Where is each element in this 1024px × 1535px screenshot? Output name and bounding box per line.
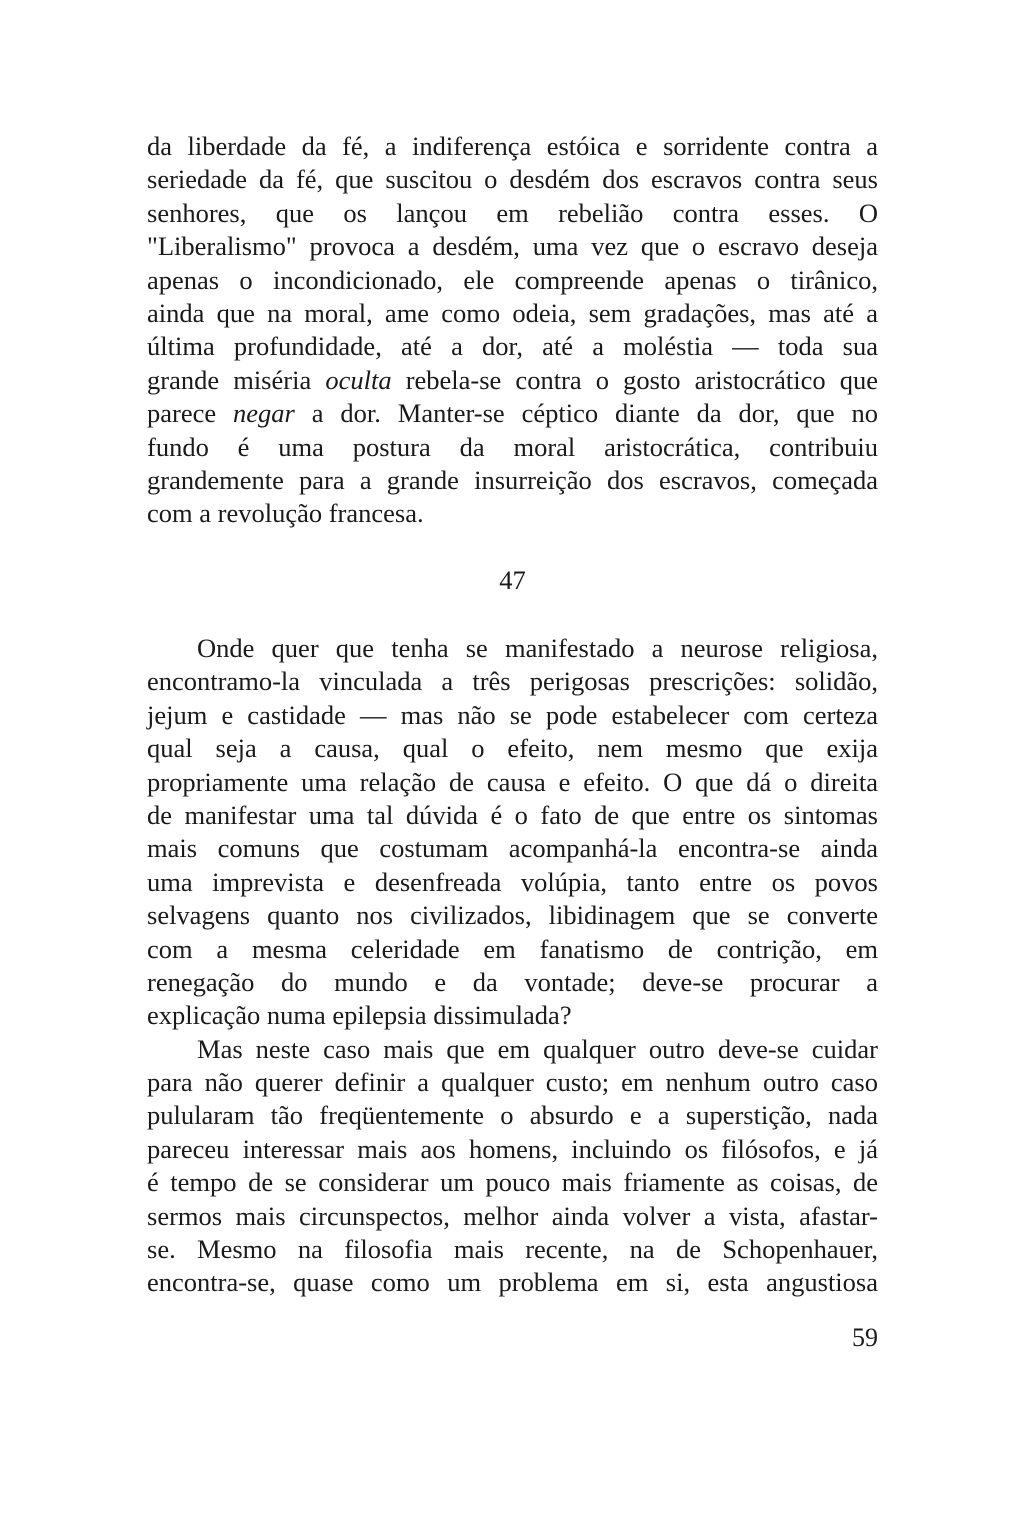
text-line: última profundidade, até a dor, até a moléstia — toda sua [147,331,878,362]
text-line: ainda que na moral, ame como odeia, sem gradações, mas até a [147,297,878,328]
page-number: 59 [852,1323,878,1352]
text-line: explicação numa epilepsia dissimulada? [147,1000,572,1031]
text-segment: a dor. Manter-se céptico diante da dor, que no [294,398,878,429]
text-line: encontramo-la vinculada a três perigosas prescrições: solidão, [147,666,878,697]
text-line: apenas o incondicionado, ele compreende apenas o tirânico, [147,264,878,295]
text-line: pulularam tão freqüentemente o absurdo e a superstição, nada [147,1100,878,1131]
section-number: 47 [499,565,526,595]
italic-word: oculta [325,364,392,395]
paragraph [147,632,878,1033]
paragraph-continuation [147,130,878,531]
text-line: qual seja a causa, qual o efeito, nem mesmo que exija [147,733,878,764]
text-line: sermos mais circunspectos, melhor ainda volver a vista, afastar- [147,1200,878,1231]
text-line [147,364,878,397]
text-line: encontra-se, quase como um problema em si, esta angustiosa [147,1267,878,1298]
text-line: Onde quer que tenha se manifestado a neurose religiosa, [197,633,878,663]
text-segment: grande miséria [147,364,326,395]
text-line: uma imprevista e desenfreada volúpia, tanto entre os povos [147,866,878,897]
text-line: fundo é uma postura da moral aristocrática, contribuiu [147,431,878,462]
text-line: seriedade da fé, que suscitou o desdém dos escravos contra seus [147,164,878,195]
text-line: selvagens quanto nos civilizados, libidinagem que se converte [147,900,878,931]
text-line: com a revolução francesa. [147,498,424,529]
text-segment: parece [147,398,234,429]
text-line: para não querer definir a qualquer custo; em nenhum outro caso [147,1067,878,1098]
text-line: senhores, que os lançou em rebelião contra esses. O [147,197,878,228]
text-line: "Liberalismo" provoca a desdém, uma vez que o escravo deseja [147,231,878,262]
page-body [147,130,878,1298]
text-segment: rebela-se contra o gosto aristocrático que [391,364,878,395]
text-line [147,397,878,430]
text-line: renegação do mundo e da vontade; deve-se procurar a [147,966,878,997]
text-line: Mas neste caso mais que em qualquer outro deve-se cuidar [197,1033,878,1064]
text-line: jejum e castidade — mas não se pode estabelecer com certeza [147,699,878,730]
text-line: com a mesma celeridade em fanatismo de contrição, em [147,933,878,964]
paragraph [147,1033,878,1300]
text-line: é tempo de se considerar um pouco mais friamente as coisas, de [147,1167,878,1198]
section-47-body [147,632,878,1300]
text-line: grandemente para a grande insurreição dos escravos, começada [147,464,878,495]
text-line: propriamente uma relação de causa e efeito. O que dá o direita [147,766,878,797]
text-line: de manifestar uma tal dúvida é o fato de que entre os sintomas [147,799,878,830]
text-line: mais comuns que costumam acompanhá-la encontra-se ainda [147,833,878,864]
italic-word: negar [233,398,295,429]
text-line: pareceu interessar mais aos homens, incluindo os filósofos, e já [147,1133,878,1164]
text-line: se. Mesmo na filosofia mais recente, na de Schopenhauer, [147,1234,878,1265]
text-line: da liberdade da fé, a indiferença estóica e sorridente contra a [147,131,878,161]
